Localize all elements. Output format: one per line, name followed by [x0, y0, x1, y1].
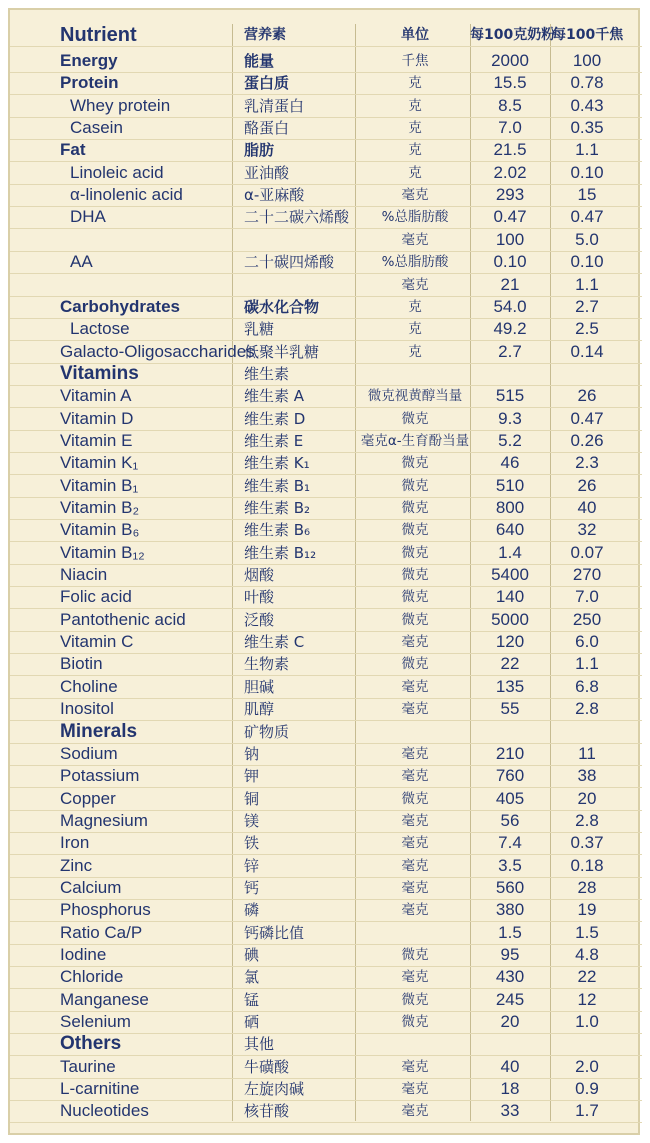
nutrient-name-cn: 脂肪: [244, 141, 275, 160]
unit-cell: 毫克: [401, 634, 429, 651]
unit-cell: 克: [408, 343, 422, 360]
value-per-100g: 56: [500, 810, 520, 830]
value-per-100g: 7.0: [498, 118, 522, 138]
nutrient-name: α-linolenic acid: [70, 185, 183, 205]
nutrient-name: Potassium: [60, 766, 140, 786]
value-per-100kj: 1.7: [575, 1101, 599, 1121]
value-per-100g: 560: [495, 877, 525, 897]
value-per-100kj: 270: [572, 565, 602, 585]
nutrient-name: Vitamin B₁₂: [60, 542, 145, 562]
value-per-100g: 210: [495, 743, 525, 763]
nutrient-name-cn: 铁: [244, 834, 260, 853]
unit-cell: 千焦: [401, 53, 429, 69]
section-header-row: [10, 363, 642, 386]
value-per-100g: 510: [495, 475, 525, 495]
value-per-100g: 20: [500, 1012, 520, 1032]
value-per-100kj: 26: [577, 475, 597, 495]
value-per-100g: 1.5: [498, 922, 522, 942]
value-per-100kj: 15: [577, 185, 597, 205]
table-row: [10, 788, 642, 811]
nutrient-name-cn: 其他: [244, 1035, 275, 1054]
value-per-100kj: 22: [577, 967, 597, 987]
value-per-100kj: [552, 721, 622, 743]
value-per-100g: 18: [500, 1079, 520, 1099]
unit-cell: 毫克: [401, 701, 429, 718]
value-per-100kj: 100: [572, 51, 602, 70]
unit-cell: 微克: [401, 455, 429, 472]
header-nutrient-cn: 营养素: [244, 27, 286, 43]
value-per-100g: 95: [500, 945, 520, 964]
value-per-100g: 8.5: [498, 95, 522, 115]
nutrient-name-cn: 生物素: [244, 655, 290, 674]
table-row: [10, 296, 642, 319]
table-row: [10, 542, 642, 565]
nutrient-name-cn: 泛酸: [244, 610, 275, 629]
value-per-100g: [470, 363, 550, 385]
table-row: [10, 117, 642, 140]
nutrient-name-cn: 维生素 B₂: [244, 499, 311, 517]
unit-cell: 克: [408, 298, 422, 315]
unit-cell: 毫克α-生育酚当量: [360, 432, 470, 449]
table-row: [10, 1011, 642, 1034]
table-row: [10, 162, 642, 185]
unit-cell: 微克: [401, 947, 429, 963]
unit-cell: 微克: [401, 567, 429, 584]
unit-cell: 毫克: [401, 768, 429, 785]
value-per-100g: 15.5: [493, 73, 527, 93]
table-row: [10, 966, 642, 989]
nutrient-name: Vitamin B₂: [60, 498, 140, 517]
table-row: [10, 229, 642, 252]
unit-cell: 毫克: [401, 1103, 429, 1120]
nutrient-name: Pantothenic acid: [60, 609, 186, 629]
unit-cell: 毫克: [401, 678, 429, 695]
nutrient-name-cn: 乳糖: [244, 320, 275, 339]
unit-cell: 毫克: [401, 835, 429, 852]
table-row: [10, 251, 642, 274]
value-per-100kj: 0.9: [575, 1079, 599, 1099]
value-per-100g: 100: [495, 229, 525, 249]
nutrient-name: Sodium: [60, 743, 118, 763]
table-row: [10, 877, 642, 900]
value-per-100kj: 11: [578, 743, 596, 763]
value-per-100g: 380: [495, 900, 525, 920]
header-per-100g: 每100克奶粉: [470, 27, 556, 43]
nutrient-name-cn: 镁: [244, 811, 260, 830]
unit-cell: 微克: [401, 790, 429, 807]
value-per-100kj: 0.18: [570, 855, 604, 875]
nutrient-name-cn: 氯: [244, 968, 260, 987]
unit-cell: %总脂肪酸: [381, 209, 449, 226]
nutrient-name: Folic acid: [60, 587, 132, 607]
nutrient-name-cn: 能量: [244, 52, 275, 70]
unit-cell: 微克: [401, 656, 429, 673]
value-per-100g: 120: [495, 632, 525, 652]
value-per-100g: 40: [500, 1056, 520, 1076]
value-per-100g: 7.4: [498, 833, 522, 853]
value-per-100kj: 6.8: [575, 676, 599, 696]
unit-cell: 克: [408, 321, 422, 338]
table-row: [10, 1056, 642, 1079]
table-row: [10, 1100, 642, 1123]
value-per-100kj: 2.7: [575, 296, 599, 316]
unit-cell: 克: [408, 75, 422, 92]
table-row: [10, 1078, 642, 1101]
nutrient-name-cn: 牛磺酸: [244, 1057, 290, 1076]
table-row: [10, 95, 642, 118]
value-per-100kj: 7.0: [575, 587, 599, 607]
value-per-100g: 405: [495, 788, 525, 808]
nutrient-name: Vitamin D: [60, 408, 134, 428]
nutrient-name: Carbohydrates: [60, 296, 180, 316]
nutrient-name-cn: α-亚麻酸: [244, 186, 305, 205]
unit-cell: 克: [408, 142, 422, 159]
nutrient-name: Ratio Ca/P: [60, 922, 143, 942]
table-row: [10, 743, 642, 766]
value-per-100g: 22: [500, 654, 520, 674]
unit-cell: [350, 363, 480, 385]
table-row: [10, 184, 642, 207]
nutrient-name-cn: 亚油酸: [244, 163, 290, 182]
value-per-100kj: 0.07: [570, 542, 604, 562]
nutrient-name: Manganese: [60, 989, 149, 1009]
nutrient-name-cn: 维生素 D: [244, 409, 306, 428]
value-per-100kj: 0.47: [570, 408, 604, 428]
value-per-100g: 21.5: [493, 140, 527, 160]
nutrient-name-cn: 钾: [244, 767, 260, 786]
table-row: [10, 274, 642, 297]
table-row: [10, 519, 642, 542]
value-per-100kj: 2.5: [575, 319, 599, 339]
value-per-100kj: 1.5: [575, 922, 599, 942]
nutrient-name: Linoleic acid: [70, 162, 164, 182]
value-per-100g: 293: [495, 185, 525, 205]
unit-cell: 微克: [401, 991, 429, 1008]
nutrient-name: Others: [60, 1033, 122, 1055]
unit-cell: 毫克: [401, 276, 429, 293]
table-row: [10, 676, 642, 699]
nutrient-name: L-carnitine: [60, 1079, 140, 1099]
value-per-100g: 46: [500, 453, 520, 473]
table-row: [10, 341, 642, 364]
unit-cell: 克: [408, 164, 422, 181]
table-row: [10, 497, 642, 520]
nutrient-name-cn: 钙磷比值: [244, 923, 305, 942]
value-per-100g: 2000: [491, 51, 529, 70]
value-per-100g: [470, 1033, 550, 1055]
nutrient-name-cn: 碘: [244, 946, 260, 964]
value-per-100kj: 32: [577, 520, 597, 540]
unit-cell: 毫克: [401, 745, 429, 762]
nutrient-name-cn: 核苷酸: [244, 1102, 290, 1121]
nutrient-name-cn: 硒: [244, 1013, 260, 1032]
nutrient-name: DHA: [70, 207, 106, 227]
table-row: [10, 564, 642, 587]
table-row: [10, 586, 642, 609]
unit-cell: [350, 1033, 480, 1055]
value-per-100g: 245: [495, 989, 525, 1009]
value-per-100g: 800: [495, 498, 525, 517]
nutrient-name-cn: 磷: [244, 901, 260, 920]
unit-cell: 毫克: [401, 1081, 429, 1098]
table-header-row: [10, 24, 642, 47]
nutrient-name: Vitamin K₁: [60, 453, 139, 473]
nutrient-name: Iodine: [60, 945, 107, 964]
nutrient-name: AA: [70, 252, 93, 272]
value-per-100g: 5.2: [498, 430, 522, 450]
nutrient-name: Nucleotides: [60, 1101, 149, 1121]
unit-cell: 微克视黄醇当量: [367, 388, 463, 405]
value-per-100g: 54.0: [493, 296, 527, 316]
nutrient-name-cn: 肌醇: [244, 700, 275, 719]
value-per-100kj: 6.0: [575, 632, 599, 652]
value-per-100kj: 2.3: [575, 453, 599, 473]
table-row: [10, 430, 642, 453]
value-per-100g: 9.3: [498, 408, 522, 428]
value-per-100kj: 0.35: [570, 118, 604, 138]
nutrient-name-cn: 蛋白质: [244, 74, 290, 93]
unit-cell: 毫克: [401, 187, 429, 204]
table-row: [10, 922, 642, 945]
unit-cell: 微克: [401, 1014, 429, 1031]
unit-cell: 毫克: [401, 879, 429, 896]
nutrient-name: Magnesium: [60, 810, 148, 830]
nutrient-name: Vitamin C: [60, 632, 134, 652]
nutrient-name-cn: 乳清蛋白: [244, 96, 305, 115]
nutrient-name: Calcium: [60, 877, 122, 897]
nutrient-name-cn: 胆碱: [244, 677, 275, 696]
nutrient-name: Galacto-Oligosaccharides: [60, 341, 255, 361]
value-per-100kj: 2.8: [575, 810, 599, 830]
value-per-100kj: 5.0: [575, 229, 599, 249]
table-row: [10, 855, 642, 878]
unit-cell: 微克: [401, 589, 429, 606]
nutrient-name: Fat: [60, 140, 86, 160]
value-per-100g: 430: [495, 967, 525, 987]
value-per-100kj: 40: [577, 498, 597, 517]
value-per-100g: 1.4: [498, 542, 522, 562]
nutrient-name: Energy: [60, 51, 118, 70]
nutrient-name: Lactose: [70, 319, 130, 339]
nutrient-name-cn: 钙: [244, 878, 260, 897]
nutrient-name: Casein: [70, 118, 123, 138]
unit-cell: 微克: [401, 544, 429, 561]
value-per-100kj: 1.1: [575, 654, 599, 674]
value-per-100kj: 0.14: [570, 341, 604, 361]
unit-cell: 微克: [401, 522, 429, 539]
value-per-100g: 140: [495, 587, 525, 607]
value-per-100g: 55: [500, 699, 520, 719]
nutrient-name: Niacin: [60, 565, 108, 585]
value-per-100kj: 2.0: [575, 1056, 599, 1076]
nutrient-name: Zinc: [60, 855, 93, 875]
table-row: [10, 50, 642, 73]
nutrient-name-cn: 维生素: [244, 364, 290, 383]
table-row: [10, 72, 642, 95]
nutrient-name-cn: 二十碳四烯酸: [244, 253, 335, 272]
value-per-100g: 3.5: [498, 855, 522, 875]
table-row: [10, 832, 642, 855]
value-per-100kj: 4.8: [575, 945, 599, 964]
value-per-100kj: [552, 1033, 622, 1055]
nutrient-name: Copper: [60, 788, 116, 808]
table-row: [10, 609, 642, 632]
table-row: [10, 385, 642, 408]
unit-cell: 毫克: [401, 812, 429, 829]
value-per-100g: 2.7: [498, 341, 522, 361]
table-row: [10, 989, 642, 1012]
table-row: [10, 206, 642, 229]
nutrient-name: Biotin: [60, 654, 103, 674]
nutrient-name-cn: 维生素 C: [244, 633, 305, 652]
nutrient-name: Inositol: [60, 699, 114, 719]
nutrient-name-cn: 低聚半乳糖: [244, 342, 320, 361]
nutrient-name-cn: 锰: [244, 990, 260, 1009]
nutrient-name-cn: 维生素 B₁: [244, 476, 311, 495]
nutrient-name-cn: 二十二碳六烯酸: [244, 208, 350, 227]
value-per-100kj: 38: [577, 766, 597, 786]
nutrient-name-cn: 铜: [244, 789, 260, 808]
value-per-100kj: 26: [577, 386, 597, 406]
section-header-row: [10, 721, 642, 744]
value-per-100kj: 19: [577, 900, 597, 920]
nutrient-name: Choline: [60, 676, 118, 696]
unit-cell: 克: [408, 97, 422, 114]
unit-cell: 毫克: [401, 969, 429, 986]
nutrient-name-cn: 锌: [244, 856, 260, 875]
value-per-100g: 640: [495, 520, 525, 540]
value-per-100g: 49.2: [493, 319, 527, 339]
nutrient-name-cn: 维生素 A: [244, 387, 305, 406]
nutrient-name-cn: 酪蛋白: [244, 119, 290, 138]
value-per-100kj: 0.47: [570, 207, 604, 227]
nutrient-name: Taurine: [60, 1056, 116, 1076]
value-per-100g: 5000: [491, 609, 529, 629]
value-per-100kj: 2.8: [575, 699, 599, 719]
table-row: [10, 698, 642, 721]
unit-cell: 微克: [401, 477, 429, 494]
nutrient-name: Chloride: [60, 967, 124, 987]
value-per-100kj: 12: [577, 989, 597, 1009]
value-per-100g: 2.02: [493, 162, 527, 182]
table-row: [10, 810, 642, 833]
unit-cell: %总脂肪酸: [381, 254, 449, 271]
nutrition-table-panel: [8, 8, 640, 1135]
value-per-100kj: 1.1: [575, 274, 599, 294]
value-per-100g: 0.10: [493, 252, 527, 272]
nutrient-name: Protein: [60, 73, 119, 93]
unit-cell: 毫克: [401, 902, 429, 919]
value-per-100kj: 1.0: [575, 1012, 599, 1032]
table-row: [10, 899, 642, 922]
value-per-100g: 33: [500, 1101, 520, 1121]
nutrient-name: Iron: [60, 833, 90, 853]
value-per-100kj: 0.10: [570, 252, 604, 272]
table-row: [10, 139, 642, 162]
table-row: [10, 631, 642, 654]
nutrient-name-cn: 叶酸: [244, 588, 275, 607]
table-row: [10, 765, 642, 788]
value-per-100g: 21: [500, 274, 520, 294]
header-per-100kj: 每100千焦: [552, 27, 624, 43]
nutrient-name-cn: 钠: [244, 744, 260, 763]
section-header-row: [10, 1033, 642, 1056]
value-per-100g: 5400: [491, 565, 529, 585]
nutrient-name: Selenium: [60, 1012, 131, 1032]
value-per-100kj: 28: [577, 877, 597, 897]
value-per-100g: 135: [495, 676, 525, 696]
nutrient-name: Vitamin B₁: [60, 475, 139, 495]
value-per-100kj: 20: [577, 788, 597, 808]
nutrient-name-cn: 维生素 K₁: [244, 454, 310, 473]
header-nutrient: Nutrient: [60, 24, 137, 46]
value-per-100kj: 0.43: [570, 95, 604, 115]
nutrient-name-cn: 维生素 E: [244, 431, 304, 450]
nutrient-name: Vitamin E: [60, 430, 133, 450]
table-row: [10, 944, 642, 967]
nutrient-name-cn: 维生素 B₁₂: [244, 543, 317, 562]
unit-cell: 毫克: [401, 857, 429, 874]
nutrient-name: Vitamin A: [60, 386, 132, 406]
value-per-100kj: 0.37: [570, 833, 604, 853]
unit-cell: [350, 922, 480, 944]
nutrient-name-cn: 左旋肉碱: [244, 1080, 305, 1099]
value-per-100kj: 1.1: [575, 140, 599, 160]
value-per-100kj: 0.10: [570, 162, 604, 182]
nutrient-name: Phosphorus: [60, 900, 151, 920]
unit-cell: 微克: [401, 611, 429, 628]
unit-cell: 微克: [401, 410, 429, 427]
value-per-100g: 515: [495, 386, 525, 406]
nutrient-name-cn: 维生素 B₆: [244, 521, 311, 540]
value-per-100kj: 0.26: [570, 430, 604, 450]
unit-cell: [350, 721, 480, 743]
nutrient-name: Minerals: [60, 720, 138, 742]
value-per-100kj: [552, 363, 622, 385]
header-unit: 单位: [401, 27, 429, 43]
table-row: [10, 452, 642, 475]
nutrient-name-cn: 矿物质: [244, 722, 290, 741]
nutrient-name: Vitamins: [60, 362, 139, 384]
table-row: [10, 318, 642, 341]
value-per-100kj: 250: [572, 609, 602, 629]
value-per-100g: 0.47: [493, 207, 527, 227]
table-row: [10, 475, 642, 498]
table-row: [10, 653, 642, 676]
unit-cell: 克: [408, 120, 422, 137]
unit-cell: 毫克: [401, 1058, 429, 1075]
unit-cell: 毫克: [401, 231, 429, 248]
nutrient-name-cn: 烟酸: [244, 566, 275, 585]
table-row: [10, 408, 642, 431]
nutrient-name: Vitamin B₆: [60, 520, 140, 540]
value-per-100kj: 0.78: [570, 73, 604, 93]
nutrient-name: Whey protein: [70, 95, 171, 115]
value-per-100g: 760: [495, 766, 525, 786]
value-per-100g: [470, 721, 550, 743]
unit-cell: 微克: [401, 500, 429, 516]
nutrient-name-cn: 碳水化合物: [244, 297, 320, 316]
